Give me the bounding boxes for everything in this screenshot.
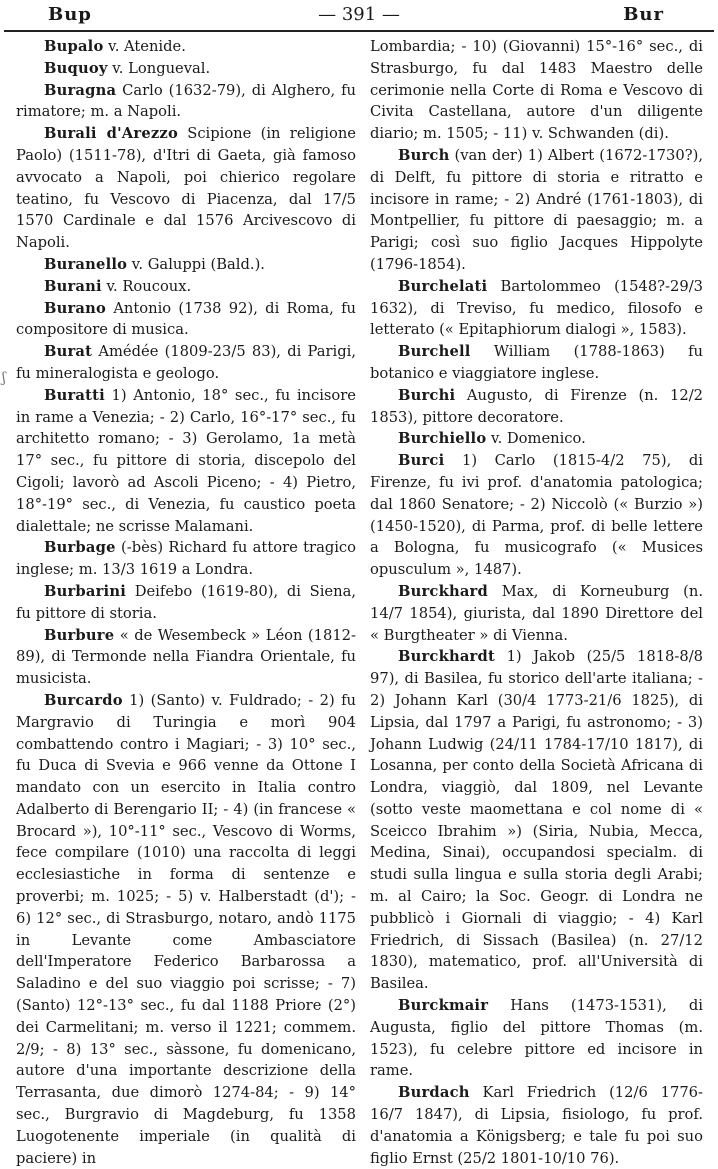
headword: Burani	[44, 277, 102, 295]
headword: Bupalo	[44, 38, 104, 55]
headword: Buratti	[44, 386, 105, 404]
entry	[16, 537, 356, 581]
entry	[370, 581, 703, 646]
entry-text: « de Wesembeck » Léon (1812-89), di Termonde nella Fiandra Orientale, fu musicista.	[16, 626, 356, 688]
headword: Burbure	[44, 626, 115, 644]
headword: Buranello	[44, 255, 128, 273]
entry-text: Carlo (1632-79), di Alghero, fu rimatore; m. a Napoli.	[16, 81, 356, 121]
entry	[16, 80, 356, 124]
entry-text: Antonio (1738 92), di Roma, fu compositore di musica.	[16, 299, 356, 339]
entry-text: v. Atenide.	[103, 38, 186, 55]
entry-text: v. Domenico.	[486, 430, 586, 448]
entry	[16, 254, 356, 276]
header-rule	[4, 30, 714, 32]
entry-text: v. Roucoux.	[101, 277, 192, 295]
entry	[16, 341, 356, 385]
page-number: — 391 —	[318, 4, 400, 25]
entry	[16, 36, 356, 58]
entry	[370, 341, 703, 385]
headword: Burano	[44, 299, 107, 317]
entry-continuation	[370, 36, 703, 145]
entry	[370, 145, 703, 276]
entry-text: Bartolommeo (1548?-29/3 1632), di Treviso, fu medico, filosofo e letterato (« Epitaphiorum dialogi », 1583).	[370, 277, 703, 339]
headword: Burbage	[44, 539, 116, 557]
entry-text: Karl Friedrich (12/6 1776-16/7 1847), di Lipsia, fisiologo, fu prof. d'anatomia a Königsberg; e tale fu poi suo figlio Ernst (25/2 1801-10/10 76).	[370, 1084, 703, 1167]
entry	[370, 1082, 703, 1169]
page-header	[0, 2, 718, 28]
headword: Burchelati	[398, 277, 488, 295]
entry	[16, 276, 356, 298]
entry-text: Hans (1473-1531), di Augusta, figlio del pittore Thomas (m. 1523), fu celebre pittore ed incisore in rame.	[370, 997, 703, 1080]
entry	[370, 995, 703, 1082]
entry	[370, 276, 703, 341]
entry	[370, 450, 703, 581]
entry-text: (-bès) Richard fu attore tragico inglese; m. 13/3 1619 a Londra.	[16, 539, 356, 579]
entry-text: v. Longueval.	[107, 59, 211, 77]
entry	[16, 123, 356, 254]
left-column	[16, 36, 356, 1169]
entry-text: Augusto, di Firenze (n. 12/2 1853), pittore decoratore.	[370, 386, 703, 426]
entry	[16, 298, 356, 342]
headword: Buquoy	[44, 59, 108, 77]
headword: Burcardo	[44, 691, 123, 709]
entry	[370, 428, 703, 450]
entry-text: 1) Antonio, 18° sec., fu incisore in rame a Venezia; - 2) Carlo, 16°-17° sec., fu architetto romano; - 3) Gerolamo, 1a metà 17° sec., fu pittore di storia, discepolo del Cigoli; lavorò ad Ascoli Piceno; - 4) Pietro, 18°-19° sec., di Venezia, fu caustico poeta dialettale; ne scrisse Malamani.	[16, 386, 356, 535]
entry	[16, 58, 356, 80]
entry-text: 1) Jakob (25/5 1818-8/8 97), di Basilea, fu storico dell'arte italiana; - 2) Johann Karl (30/4 1773-21/6 1825), di Lipsia, dal 1797 a Parigi, fu astronomo; - 3) Johann Ludwig (24/11 1784-17/10 1817), di Losanna, per conto della Società Africana di Londra, viaggiò, dal 1809, nel Levante (sotto veste maomettana e col nome di « Sceicco Ibrahim ») (Siria, Nubia, Mecca, Medina, Sinai), occupandosi specialm. di studi sulla lingua e sulla storia degli Arabi; m. al Cairo; la Soc. Geogr. di Londra ne pubblicò i Giornali di viaggio; - 4) Karl Friedrich, di Sissach (Basilea) (n. 27/12 1830), matematico, prof. all'Università di Basilea.	[370, 648, 703, 993]
entry	[16, 581, 356, 625]
headword: Burchell	[398, 343, 471, 361]
entry-text: Lombardia; - 10) (Giovanni) 15°-16° sec., di Strasburgo, fu dal 1483 Maestro delle cerimonie nella Corte di Roma e Vescovo di Civita Castellana, autore d'un diligente diario; m. 1505; - 11) v. Schwanden (di).	[370, 38, 703, 143]
entry-text: Scipione (in religione Paolo) (1511-78), d'Itri di Gaeta, già famoso avvocato a Napoli, poi chierico regolare teatino, fu Vescovo di Piacenza, dal 17/5 1570 Cardinale e dal 1576 Arcivescovo di Napoli.	[16, 125, 356, 252]
headword: Burckhardt	[398, 648, 495, 666]
entry-text: Max, di Korneuburg (n. 14/7 1854), giurista, dal 1890 Direttore del « Burgtheater » di Vienna.	[370, 582, 703, 644]
right-column	[370, 36, 703, 1169]
headword: Burali d'Arezzo	[44, 125, 178, 143]
entry	[370, 385, 703, 429]
entry-text: Deifebo (1619-80), di Siena, fu pittore di storia.	[16, 582, 356, 622]
header-right-guide-word: Bur	[623, 4, 664, 25]
headword: Burat	[44, 343, 93, 361]
entry	[16, 385, 356, 538]
headword: Buragna	[44, 81, 117, 99]
headword: Burchi	[398, 386, 456, 404]
header-left-guide-word: Bup	[48, 4, 92, 25]
headword: Burckmair	[398, 997, 489, 1015]
entry-text: Amédée (1809-23/5 83), di Parigi, fu mineralogista e geologo.	[16, 343, 356, 382]
headword: Burbarini	[44, 582, 126, 600]
headword: Burchiello	[398, 430, 487, 448]
entry-text: 1) (Santo) v. Fuldrado; - 2) fu Margravio di Turingia e morì 904 combattendo contro i Magiari; - 3) 10° sec., fu Duca di Svevia e 966 venne da Ottone I mandato con un esercito in Italia contro Adalberto di Berengario II; - 4) (in francese « Brocard »), 10°-11° sec., Vescovo di Worms, fece compilare (1010) una raccolta di leggi ecclesiastiche in forma di sentenze e proverbi; m. 1025; - 5) v. Halberstadt (d'); - 6) 12° sec., di Strasburgo, notaro, andò 1175 in Levante come Ambasciatore dell'Imperatore Federico Barbarossa a Saladino e del suo viaggio poi scrisse; - 7) (Santo) 12°-13° sec., fu dal 1188 Priore (2°) dei Carmelitani; m. verso il 1221; commem. 2/9; - 8) 13° sec., sàssone, fu domenicano, autore d'una importante descrizione della Terrasanta, due dimorò 1274-84; - 9) 14° sec., Burgravio di Magdeburg, fu 1358 Luogotenente imperiale (in qualità di paciere) in	[16, 691, 356, 1167]
headword: Burci	[398, 452, 445, 470]
entry-text: 1) Carlo (1815-4/2 75), di Firenze, fu ivi prof. d'anatomia patologica; dal 1860 Senatore; - 2) Niccolò (« Burzio ») (1450-1520), di Parma, prof. di belle lettere a Bologna, fu musicografo (« Musices opusculum », 1487).	[370, 452, 703, 579]
entry	[16, 625, 356, 690]
entry-text: William (1788-1863) fu botanico e viaggiatore inglese.	[370, 343, 703, 382]
margin-mark: ʃ	[2, 370, 6, 386]
entry-text: (van der) 1) Albert (1672-1730?), di Delft, fu pittore di storia e ritratto e incisore in rame; - 2) André (1761-1803), di Montpellier, fu pittore di paesaggio; m. a Parigi; così suo figlio Jacques Hippolyte (1796-1854).	[370, 146, 703, 273]
entry-text: v. Galuppi (Bald.).	[127, 255, 265, 273]
entry	[370, 646, 703, 995]
entry	[16, 690, 356, 1169]
headword: Burdach	[398, 1084, 470, 1102]
headword: Burch	[398, 146, 450, 164]
headword: Burckhard	[398, 582, 488, 600]
